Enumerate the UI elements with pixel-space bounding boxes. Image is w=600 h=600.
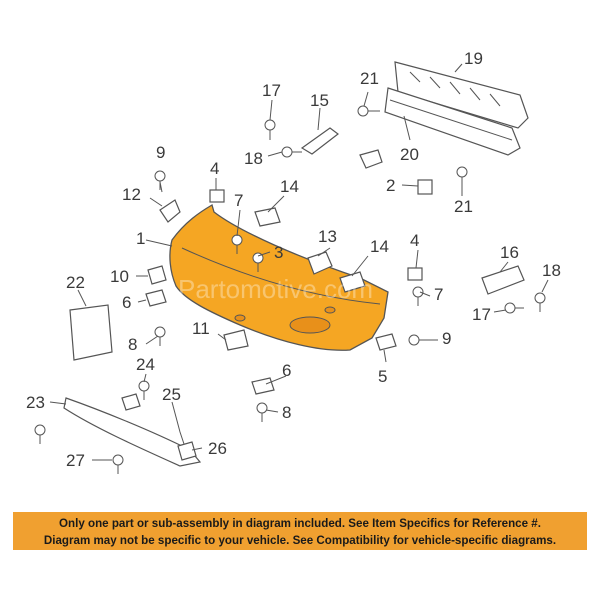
callout-22: 22	[66, 273, 85, 292]
part-2-clip	[418, 180, 432, 194]
callout-10: 10	[110, 267, 129, 286]
callout-11: 11	[192, 319, 210, 338]
callout-6a: 6	[122, 293, 132, 312]
part-22-plate	[70, 305, 112, 360]
callout-20: 20	[400, 145, 419, 164]
part-5-clip	[376, 334, 396, 350]
callout-9b: 9	[442, 329, 452, 348]
part-12-cap	[160, 200, 180, 222]
callout-26: 26	[208, 439, 227, 458]
callout-7a: 7	[234, 191, 244, 210]
callout-25: 25	[162, 385, 181, 404]
watermark: Partomotive.com	[178, 274, 374, 304]
part-4b-retainer	[408, 268, 422, 280]
callout-16: 16	[500, 243, 519, 262]
callout-1: 1	[136, 229, 146, 248]
callout-4b: 4	[410, 231, 420, 250]
callout-17b: 17	[472, 305, 491, 324]
callout-4a: 4	[210, 159, 220, 178]
callout-6b: 6	[282, 361, 292, 380]
callout-27: 27	[66, 451, 85, 470]
part-6a-clip	[146, 290, 166, 306]
callout-21a: 21	[360, 69, 379, 88]
callout-8a: 8	[128, 335, 138, 354]
callout-19: 19	[464, 49, 483, 68]
disclaimer-line-2: Diagram may not be specific to your vehicle. See Compatibility for vehicle-specific diagrams.	[43, 534, 557, 547]
callout-2: 2	[386, 176, 396, 195]
part-16-bracket	[482, 266, 524, 294]
part-2-bracket	[360, 150, 382, 168]
callout-12: 12	[122, 185, 141, 204]
callout-18a: 18	[244, 149, 263, 168]
callout-7b: 7	[434, 285, 444, 304]
part-26-clip	[178, 442, 196, 460]
part-11-cover	[224, 330, 248, 350]
disclaimer-banner	[13, 512, 587, 550]
callout-5: 5	[378, 367, 388, 386]
part-10-clip	[148, 266, 166, 284]
callout-9a: 9	[156, 143, 166, 162]
callout-24: 24	[136, 355, 155, 374]
part-15-handle	[302, 128, 338, 154]
disclaimer-line-1: Only one part or sub-assembly in diagram included. See Item Specifics for Reference #.	[59, 517, 541, 530]
callout-18b: 18	[542, 261, 561, 280]
callout-17a: 17	[262, 81, 281, 100]
callout-3: 3	[274, 243, 284, 262]
callout-13: 13	[318, 227, 337, 246]
callout-23: 23	[26, 393, 45, 412]
callout-8b: 8	[282, 403, 292, 422]
callout-21b: 21	[454, 197, 473, 216]
callout-14a: 14	[280, 177, 299, 196]
part-25-clip	[122, 394, 140, 410]
callout-14b: 14	[370, 237, 389, 256]
part-14a-bracket	[255, 208, 280, 226]
part-4a-retainer	[210, 190, 224, 202]
part-6b-clip	[252, 378, 274, 394]
callout-15: 15	[310, 91, 329, 110]
